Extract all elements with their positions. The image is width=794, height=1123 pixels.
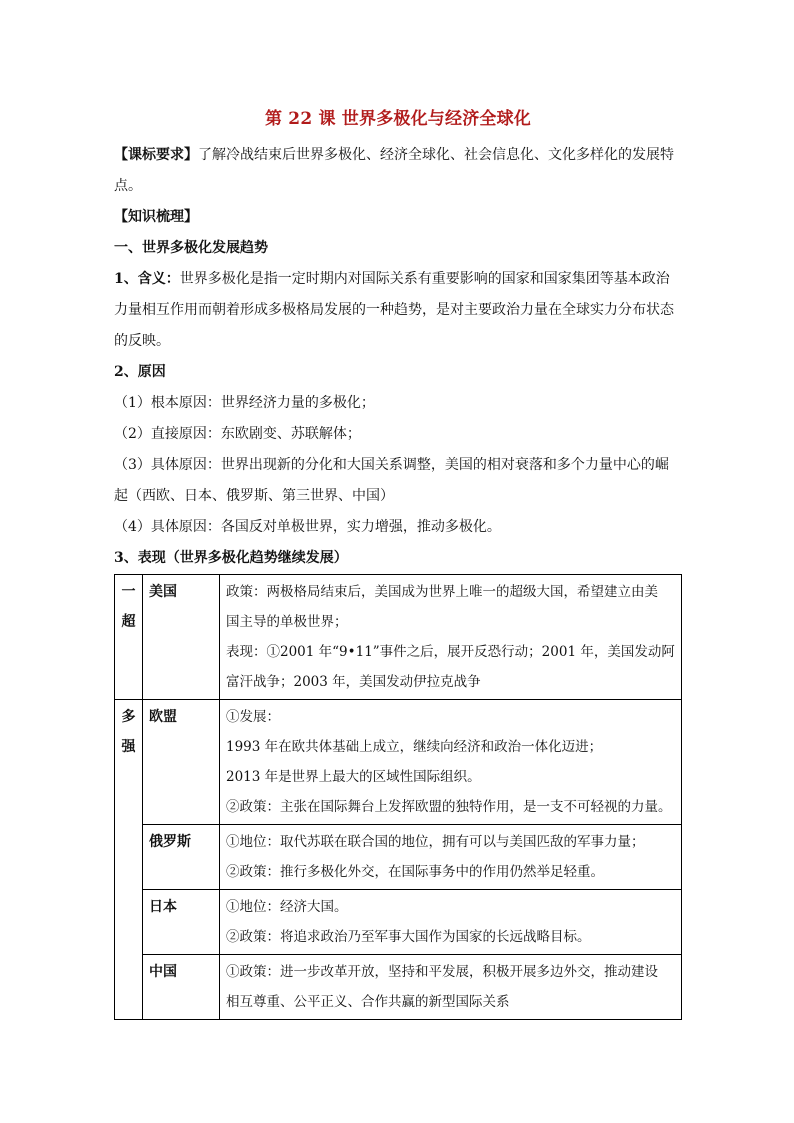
detail-line: 国主导的单极世界；	[226, 614, 348, 630]
detail-line: 表现：①2001 年“9•11”事件之后，展开反恐行动；2001 年，美国发动阿	[226, 644, 675, 660]
lesson-title: 第 22 课 世界多极化与经济全球化	[264, 109, 531, 129]
detail-line: ②政策：推行多极化外交，在国际事务中的作用仍然举足轻重。	[226, 864, 604, 880]
country-cell: 俄罗斯	[143, 825, 220, 890]
country-cell: 中国	[143, 955, 220, 1020]
group-char: 多	[121, 709, 136, 725]
cause-item-2: （2）直接原因：东欧剧变、苏联解体；	[114, 426, 361, 442]
detail-cell	[220, 890, 682, 955]
cause-item-4: （4）具体原因：各国反对单极世界，实力增强，推动多极化。	[114, 519, 501, 535]
detail-cell	[220, 575, 682, 700]
country-cell: 美国	[143, 575, 220, 700]
section1-heading: 一、世界多极化发展趋势	[114, 240, 268, 256]
curriculum-standard	[114, 141, 682, 170]
detail-line: 2013 年是世界上最大的区域性国际组织。	[226, 769, 481, 785]
detail-line: ②政策：主张在国际舞台上发挥欧盟的独特作用，是一支不可轻视的力量。	[226, 799, 672, 815]
meaning-line1	[114, 265, 682, 294]
detail-cell	[220, 955, 682, 1020]
detail-cell	[220, 825, 682, 890]
cause-item-1: （1）根本原因：世界经济力量的多极化；	[114, 395, 375, 411]
detail-line: ①政策：进一步改革开放，坚持和平发展，积极开展多边外交，推动建设	[226, 964, 658, 980]
meaning-line3: 的反映。	[114, 333, 170, 349]
detail-cell	[220, 700, 682, 825]
detail-line: ②政策：将追求政治乃至军事大国作为国家的长远战略目标。	[226, 929, 591, 945]
detail-line: 富汗战争；2003 年，美国发动伊拉克战争	[226, 674, 481, 690]
curriculum-standard-cont: 点。	[114, 178, 142, 194]
group-cell-superpower	[115, 575, 143, 700]
cause-item-3-cont: 起（西欧、日本、俄罗斯、第三世界、中国）	[114, 488, 394, 504]
table-row-russia	[115, 825, 682, 890]
detail-line: 政策：两极格局结束后，美国成为世界上唯一的超级大国，希望建立由美	[226, 584, 658, 600]
meaning-line2: 力量相互作用而朝着形成多极格局发展的一种趋势，是对主要政治力量在全球实力分布状态	[114, 302, 674, 318]
cause-item-3: （3）具体原因：世界出现新的分化和大国关系调整，美国的相对衰落和多个力量中心的崛	[114, 457, 669, 473]
country-cell: 日本	[143, 890, 220, 955]
multipolar-table	[114, 574, 682, 1020]
table-row-japan	[115, 890, 682, 955]
detail-line: 相互尊重、公平正义、合作共赢的新型国际关系	[226, 994, 510, 1010]
knowledge-label: 【知识梳理】	[114, 209, 198, 225]
causes-heading: 2、原因	[114, 364, 166, 380]
detail-line: 1993 年在欧共体基础上成立，继续向经济和政治一体化迈进；	[226, 739, 603, 755]
meaning-text1: 世界多极化是指一定时期内对国际关系有重要影响的国家和国家集团等基本政治	[179, 271, 670, 287]
curriculum-standard-label: 【课标要求】	[114, 147, 198, 163]
meaning-label: 1、含义：	[114, 271, 180, 287]
detail-line: ①发展：	[226, 709, 280, 725]
table-row-china	[115, 955, 682, 1020]
group-cell-multipower	[115, 700, 143, 1020]
detail-line: ①地位：经济大国。	[226, 899, 348, 915]
group-char: 一	[121, 584, 136, 600]
group-char: 强	[121, 739, 136, 755]
curriculum-standard-text: 了解冷战结束后世界多极化、经济全球化、社会信息化、文化多样化的发展特	[198, 147, 674, 163]
table-row-usa	[115, 575, 682, 700]
manifest-heading: 3、表现（世界多极化趋势继续发展）	[114, 550, 348, 566]
country-cell: 欧盟	[143, 700, 220, 825]
group-char: 超	[121, 614, 136, 630]
detail-line: ①地位：取代苏联在联合国的地位，拥有可以与美国匹敌的军事力量；	[226, 834, 645, 850]
table-row-eu	[115, 700, 682, 825]
